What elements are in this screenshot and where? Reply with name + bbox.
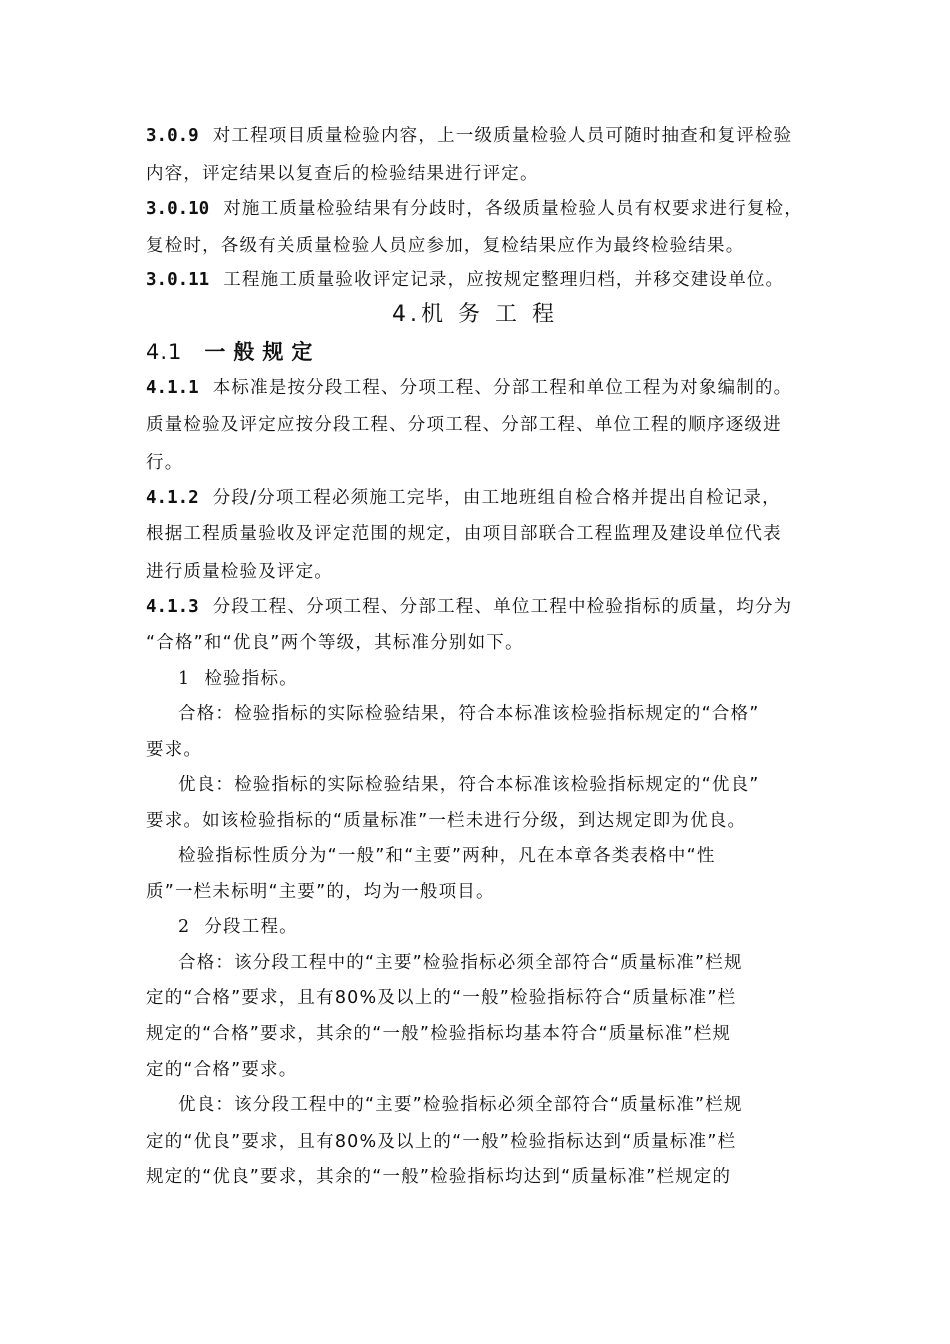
item-1-nature-line-2: 质”一栏未标明“主要”的，均为一般项目。 [146,882,495,902]
clause-text: 分段工程、分项工程、分部工程、单位工程中检验指标的质量，均分为 [212,597,793,617]
clause-3-0-9-line-1 [146,124,826,148]
item-2-heading [178,915,858,939]
item-1-nature-line-1: 检验指标性质分为“一般”和“主要”两种，凡在本章各类表格中“性 [178,846,716,866]
item-1-youliang-line-1: 优良：检验指标的实际检验结果，符合本标准该检验指标规定的“优良” [178,775,760,795]
item-2-hege-line-4: 定的“合格”要求。 [146,1060,298,1080]
clause-4-1-2-line-1 [146,486,826,510]
clause-4-1-1-line-3: 行。 [146,453,184,473]
item-2-hege-line-2: 定的“合格”要求，且有80%及以上的“一般”检验指标符合“质量标准”栏 [146,988,737,1008]
item-2-hege-line-3: 规定的“合格”要求，其余的“一般”检验指标均基本符合“质量标准”栏规 [146,1024,732,1044]
clause-number: 4.1.2 [146,488,199,508]
section-title: 一般规定 [204,340,321,364]
clause-text: 本标准是按分段工程、分项工程、分部工程和单位工程为对象编制的。 [212,378,793,398]
item-2-hege-line-1: 合格：该分段工程中的“主要”检验指标必须全部符合“质量标准”栏规 [178,953,743,973]
clause-3-0-10-line-1 [146,197,826,221]
clause-number: 4.1.1 [146,378,199,398]
clause-4-1-1-line-2: 质量检验及评定应按分段工程、分项工程、分部工程、单位工程的顺序逐级进 [146,415,782,435]
item-1-hege-line-1: 合格：检验指标的实际检验结果，符合本标准该检验指标规定的“合格” [178,704,760,724]
item-number: 1 [178,669,191,689]
clause-3-0-9-line-2: 内容，评定结果以复查后的检验结果进行评定。 [146,164,539,184]
item-number: 2 [178,917,191,937]
clause-4-1-2-line-2: 根据工程质量验收及评定范围的规定，由项目部联合工程监理及建设单位代表 [146,524,782,544]
clause-number: 3.0.9 [146,126,199,146]
clause-number: 4.1.3 [146,597,199,617]
clause-number: 3.0.11 [146,270,210,290]
item-2-youliang-line-3: 规定的“优良”要求，其余的“一般”检验指标均达到“质量标准”栏规定的 [146,1167,732,1187]
item-title: 分段工程。 [204,917,298,937]
clause-number: 3.0.10 [146,199,210,219]
clause-text: 工程施工质量验收评定记录，应按规定整理归档，并移交建设单位。 [223,270,785,290]
clause-text: 对施工质量检验结果有分歧时，各级质量检验人员有权要求进行复检， [223,199,803,219]
item-2-youliang-line-2: 定的“优良”要求，且有80%及以上的“一般”检验指标达到“质量标准”栏 [146,1132,737,1152]
item-title: 检验指标。 [204,669,298,689]
clause-text: 对工程项目质量检验内容，上一级质量检验人员可随时抽查和复评检验 [212,126,793,146]
clause-text: 分段/分项工程必须施工完毕，由工地班组自检合格并提出自检记录， [212,488,781,508]
clause-4-1-3-line-2: “合格”和“优良”两个等级，其标准分别如下。 [146,633,524,653]
section-heading-4-1 [146,338,320,366]
clause-3-0-11-line-1 [146,268,826,292]
clause-3-0-10-line-2: 复检时，各级有关质量检验人员应参加，复检结果应作为最终检验结果。 [146,236,745,256]
chapter-title: 4.机 务 工 程 [392,302,558,327]
item-1-youliang-line-2: 要求。如该检验指标的“质量标准”一栏未进行分级，到达规定即为优良。 [146,811,747,831]
item-1-heading [178,667,858,691]
item-1-hege-line-2: 要求。 [146,740,203,760]
clause-4-1-2-line-3: 进行质量检验及评定。 [146,562,333,582]
item-2-youliang-line-1: 优良：该分段工程中的“主要”检验指标必须全部符合“质量标准”栏规 [178,1095,743,1115]
clause-4-1-1-line-1 [146,376,826,400]
section-number: 4.1 [146,340,183,364]
clause-4-1-3-line-1 [146,595,826,619]
